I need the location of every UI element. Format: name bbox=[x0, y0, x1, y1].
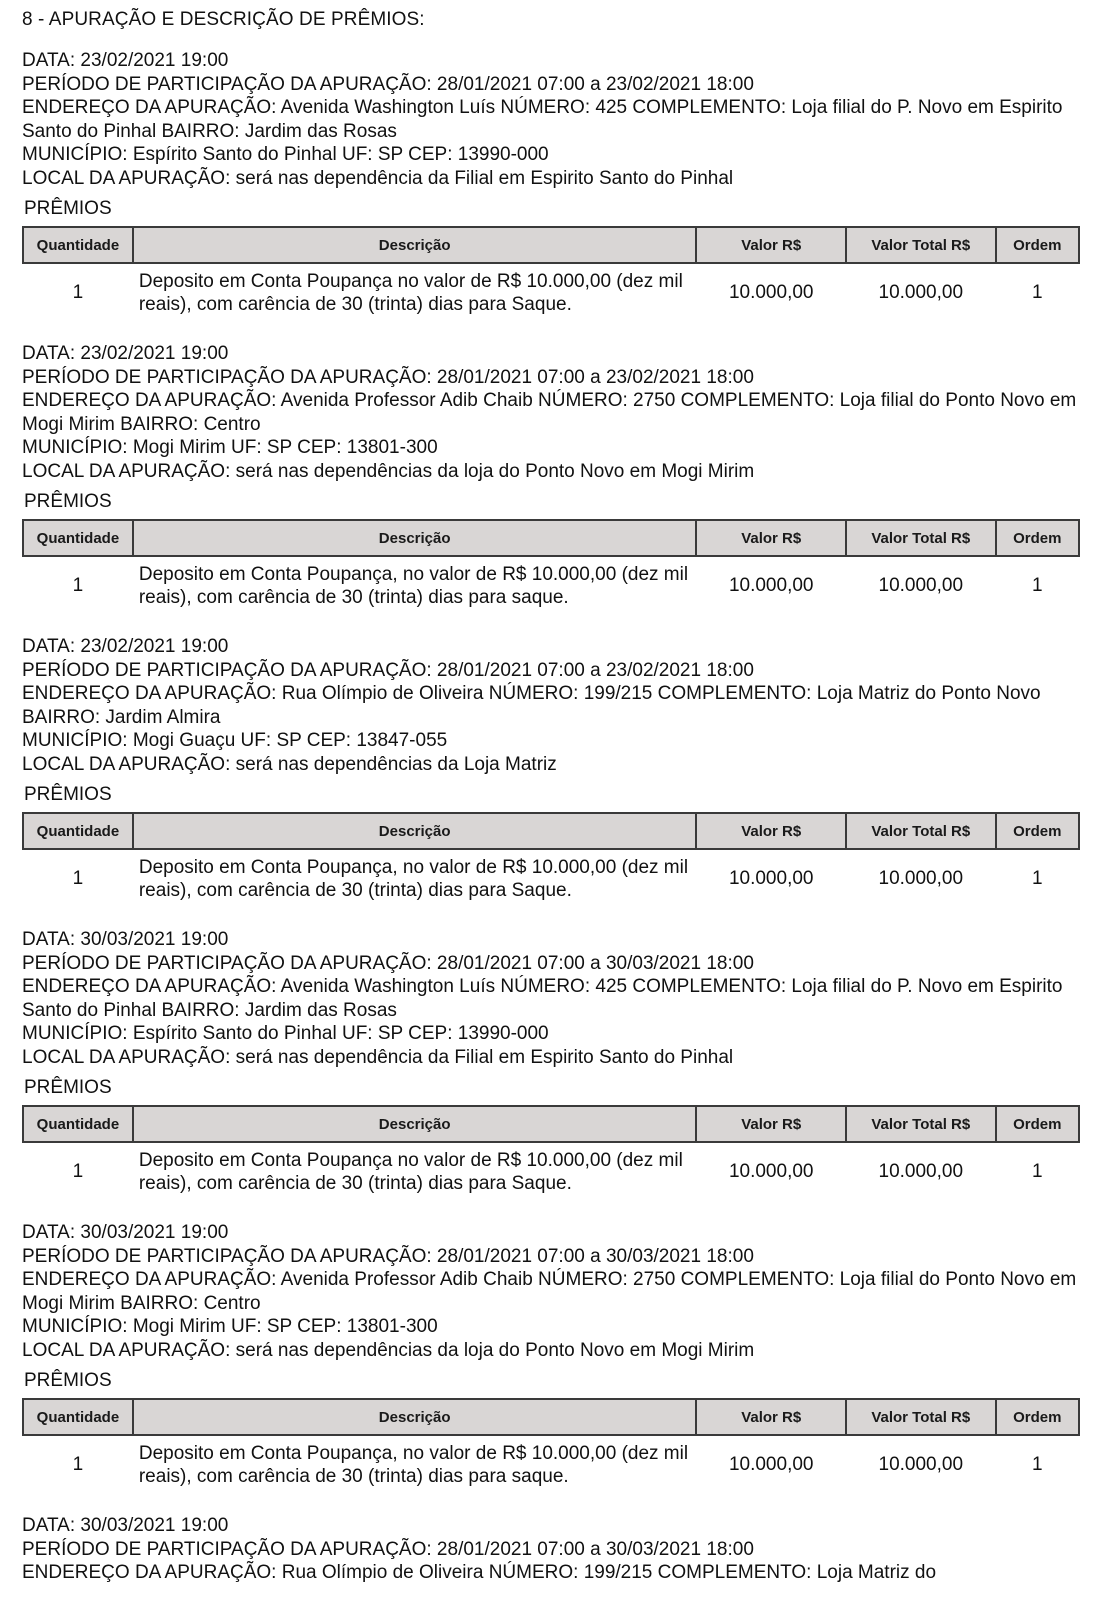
apuracao-section-2 bbox=[22, 342, 1080, 635]
prize-order: 1 bbox=[1031, 575, 1043, 597]
column-header-valor: Valor R$ bbox=[696, 1399, 846, 1435]
table-row bbox=[23, 1435, 1079, 1490]
prize-value: 10.000,00 bbox=[728, 282, 814, 304]
column-header-valor-total: Valor Total R$ bbox=[846, 520, 996, 556]
column-header-valor: Valor R$ bbox=[696, 1106, 846, 1142]
column-header-valor-total: Valor Total R$ bbox=[846, 1106, 996, 1142]
prizes-label: PRÊMIOS bbox=[24, 198, 112, 219]
column-header-valor: Valor R$ bbox=[696, 520, 846, 556]
column-header-ordem: Ordem bbox=[996, 520, 1079, 556]
column-header-ordem: Ordem bbox=[996, 1399, 1079, 1435]
prizes-label: PRÊMIOS bbox=[24, 491, 112, 512]
prize-value: 10.000,00 bbox=[728, 1454, 814, 1476]
participation-period: PERÍODO DE PARTICIPAÇÃO DA APURAÇÃO: 28/01/2021 07:00 a 23/02/2021 18:00 bbox=[22, 73, 754, 95]
prize-table bbox=[22, 226, 1080, 318]
apuracao-section-3 bbox=[22, 635, 1080, 928]
column-header-valor-total: Valor Total R$ bbox=[846, 1399, 996, 1435]
prize-order: 1 bbox=[1031, 868, 1043, 890]
prize-table-header bbox=[23, 1399, 1079, 1435]
prize-table bbox=[22, 1105, 1080, 1197]
column-header-valor: Valor R$ bbox=[696, 227, 846, 263]
apuracao-section-4 bbox=[22, 928, 1080, 1221]
prize-description: Deposito em Conta Poupança no valor de R$ 10.000,00 (dez mil reais), com carência de 30 (trinta) dias para Saque. bbox=[138, 270, 683, 315]
municipality: MUNICÍPIO: Mogi Mirim UF: SP CEP: 13801-300 bbox=[22, 437, 438, 458]
table-row bbox=[23, 263, 1079, 318]
apuracao-address: ENDEREÇO DA APURAÇÃO: Avenida Washington Luís NÚMERO: 425 COMPLEMENTO: Loja filial do P. Novo em Espirito Santo do Pinhal BAIRRO: Jardim das Rosas bbox=[22, 976, 1063, 1021]
apuracao-section-5 bbox=[22, 1221, 1080, 1514]
participation-period: PERÍODO DE PARTICIPAÇÃO DA APURAÇÃO: 28/01/2021 07:00 a 23/02/2021 18:00 bbox=[22, 366, 754, 388]
prize-value: 10.000,00 bbox=[728, 1161, 814, 1183]
apuracao-section-1 bbox=[22, 49, 1080, 342]
prize-total-value: 10.000,00 bbox=[878, 282, 964, 304]
apuracao-address: ENDEREÇO DA APURAÇÃO: Rua Olímpio de Oliveira NÚMERO: 199/215 COMPLEMENTO: Loja Matriz do bbox=[22, 1562, 937, 1583]
prize-order: 1 bbox=[1031, 1161, 1043, 1183]
prize-order: 1 bbox=[1031, 1454, 1043, 1476]
column-header-quantidade: Quantidade bbox=[23, 1399, 133, 1435]
column-header-ordem: Ordem bbox=[996, 227, 1079, 263]
prize-quantity: 1 bbox=[72, 868, 84, 890]
apuracao-address: ENDEREÇO DA APURAÇÃO: Avenida Professor Adib Chaib NÚMERO: 2750 COMPLEMENTO: Loja filial do Ponto Novo em Mogi Mirim BAIRRO: Centro bbox=[22, 1269, 1077, 1314]
column-header-valor: Valor R$ bbox=[696, 813, 846, 849]
column-header-descricao: Descrição bbox=[133, 1399, 697, 1435]
column-header-quantidade: Quantidade bbox=[23, 1106, 133, 1142]
prize-quantity: 1 bbox=[72, 282, 84, 304]
prize-table-header bbox=[23, 520, 1079, 556]
apuracao-date: DATA: 30/03/2021 19:00 bbox=[22, 1222, 229, 1243]
column-header-descricao: Descrição bbox=[133, 227, 697, 263]
apuracao-date: DATA: 30/03/2021 19:00 bbox=[22, 929, 229, 950]
table-row bbox=[23, 849, 1079, 904]
apuracao-location: LOCAL DA APURAÇÃO: será nas dependências da Loja Matriz bbox=[22, 753, 557, 775]
column-header-descricao: Descrição bbox=[133, 813, 697, 849]
column-header-ordem: Ordem bbox=[996, 1106, 1079, 1142]
column-header-valor-total: Valor Total R$ bbox=[846, 813, 996, 849]
apuracao-location: LOCAL DA APURAÇÃO: será nas dependência da Filial em Espirito Santo do Pinhal bbox=[22, 1046, 734, 1068]
column-header-quantidade: Quantidade bbox=[23, 520, 133, 556]
apuracao-location: LOCAL DA APURAÇÃO: será nas dependências da loja do Ponto Novo em Mogi Mirim bbox=[22, 460, 755, 482]
column-header-quantidade: Quantidade bbox=[23, 227, 133, 263]
prize-table bbox=[22, 812, 1080, 904]
column-header-descricao: Descrição bbox=[133, 1106, 697, 1142]
column-header-ordem: Ordem bbox=[996, 813, 1079, 849]
prize-table-header bbox=[23, 227, 1079, 263]
prize-description: Deposito em Conta Poupança, no valor de R$ 10.000,00 (dez mil reais), com carência de 30 (trinta) dias para saque. bbox=[138, 1442, 689, 1487]
apuracao-date: DATA: 23/02/2021 19:00 bbox=[22, 343, 229, 364]
municipality: MUNICÍPIO: Mogi Guaçu UF: SP CEP: 13847-055 bbox=[22, 730, 448, 751]
apuracao-date: DATA: 23/02/2021 19:00 bbox=[22, 50, 229, 71]
prize-quantity: 1 bbox=[72, 1454, 84, 1476]
prizes-label: PRÊMIOS bbox=[24, 1370, 112, 1391]
municipality: MUNICÍPIO: Espírito Santo do Pinhal UF: SP CEP: 13990-000 bbox=[22, 1023, 549, 1044]
prize-description: Deposito em Conta Poupança no valor de R$ 10.000,00 (dez mil reais), com carência de 30 (trinta) dias para Saque. bbox=[138, 1149, 683, 1194]
column-header-valor-total: Valor Total R$ bbox=[846, 227, 996, 263]
apuracao-section-6 bbox=[22, 1514, 1080, 1585]
table-row bbox=[23, 556, 1079, 611]
prize-total-value: 10.000,00 bbox=[878, 868, 964, 890]
apuracao-address: ENDEREÇO DA APURAÇÃO: Rua Olímpio de Oliveira NÚMERO: 199/215 COMPLEMENTO: Loja Matriz do Ponto Novo BAIRRO: Jardim Almira bbox=[22, 683, 1041, 728]
prize-order: 1 bbox=[1031, 282, 1043, 304]
participation-period: PERÍODO DE PARTICIPAÇÃO DA APURAÇÃO: 28/01/2021 07:00 a 30/03/2021 18:00 bbox=[22, 1538, 754, 1560]
participation-period: PERÍODO DE PARTICIPAÇÃO DA APURAÇÃO: 28/01/2021 07:00 a 30/03/2021 18:00 bbox=[22, 1245, 754, 1267]
participation-period: PERÍODO DE PARTICIPAÇÃO DA APURAÇÃO: 28/01/2021 07:00 a 30/03/2021 18:00 bbox=[22, 952, 754, 974]
apuracao-location: LOCAL DA APURAÇÃO: será nas dependência da Filial em Espirito Santo do Pinhal bbox=[22, 167, 734, 189]
municipality: MUNICÍPIO: Espírito Santo do Pinhal UF: SP CEP: 13990-000 bbox=[22, 144, 549, 165]
apuracao-date: DATA: 30/03/2021 19:00 bbox=[22, 1515, 229, 1536]
prize-table bbox=[22, 1398, 1080, 1490]
prize-description: Deposito em Conta Poupança, no valor de R$ 10.000,00 (dez mil reais), com carência de 30 (trinta) dias para saque. bbox=[138, 563, 689, 608]
document-page bbox=[22, 8, 1080, 1585]
column-header-descricao: Descrição bbox=[133, 520, 697, 556]
apuracao-date: DATA: 23/02/2021 19:00 bbox=[22, 636, 229, 657]
municipality: MUNICÍPIO: Mogi Mirim UF: SP CEP: 13801-300 bbox=[22, 1316, 438, 1337]
prize-value: 10.000,00 bbox=[728, 868, 814, 890]
prize-table-header bbox=[23, 1106, 1079, 1142]
apuracao-address: ENDEREÇO DA APURAÇÃO: Avenida Washington Luís NÚMERO: 425 COMPLEMENTO: Loja filial do P. Novo em Espirito Santo do Pinhal BAIRRO: Jardim das Rosas bbox=[22, 97, 1063, 142]
prize-total-value: 10.000,00 bbox=[878, 1454, 964, 1476]
participation-period: PERÍODO DE PARTICIPAÇÃO DA APURAÇÃO: 28/01/2021 07:00 a 23/02/2021 18:00 bbox=[22, 659, 754, 681]
prize-table bbox=[22, 519, 1080, 611]
table-row bbox=[23, 1142, 1079, 1197]
prizes-label: PRÊMIOS bbox=[24, 1077, 112, 1098]
prize-value: 10.000,00 bbox=[728, 575, 814, 597]
apuracao-address: ENDEREÇO DA APURAÇÃO: Avenida Professor Adib Chaib NÚMERO: 2750 COMPLEMENTO: Loja filial do Ponto Novo em Mogi Mirim BAIRRO: Centro bbox=[22, 390, 1077, 435]
prize-total-value: 10.000,00 bbox=[878, 1161, 964, 1183]
prizes-label: PRÊMIOS bbox=[24, 784, 112, 805]
prize-table-header bbox=[23, 813, 1079, 849]
column-header-quantidade: Quantidade bbox=[23, 813, 133, 849]
prize-total-value: 10.000,00 bbox=[878, 575, 964, 597]
prize-description: Deposito em Conta Poupança, no valor de R$ 10.000,00 (dez mil reais), com carência de 30 (trinta) dias para Saque. bbox=[138, 856, 689, 901]
apuracao-location: LOCAL DA APURAÇÃO: será nas dependências da loja do Ponto Novo em Mogi Mirim bbox=[22, 1339, 755, 1361]
prize-quantity: 1 bbox=[72, 1161, 84, 1183]
section-heading: 8 - APURAÇÃO E DESCRIÇÃO DE PRÊMIOS: bbox=[22, 9, 425, 30]
prize-quantity: 1 bbox=[72, 575, 84, 597]
